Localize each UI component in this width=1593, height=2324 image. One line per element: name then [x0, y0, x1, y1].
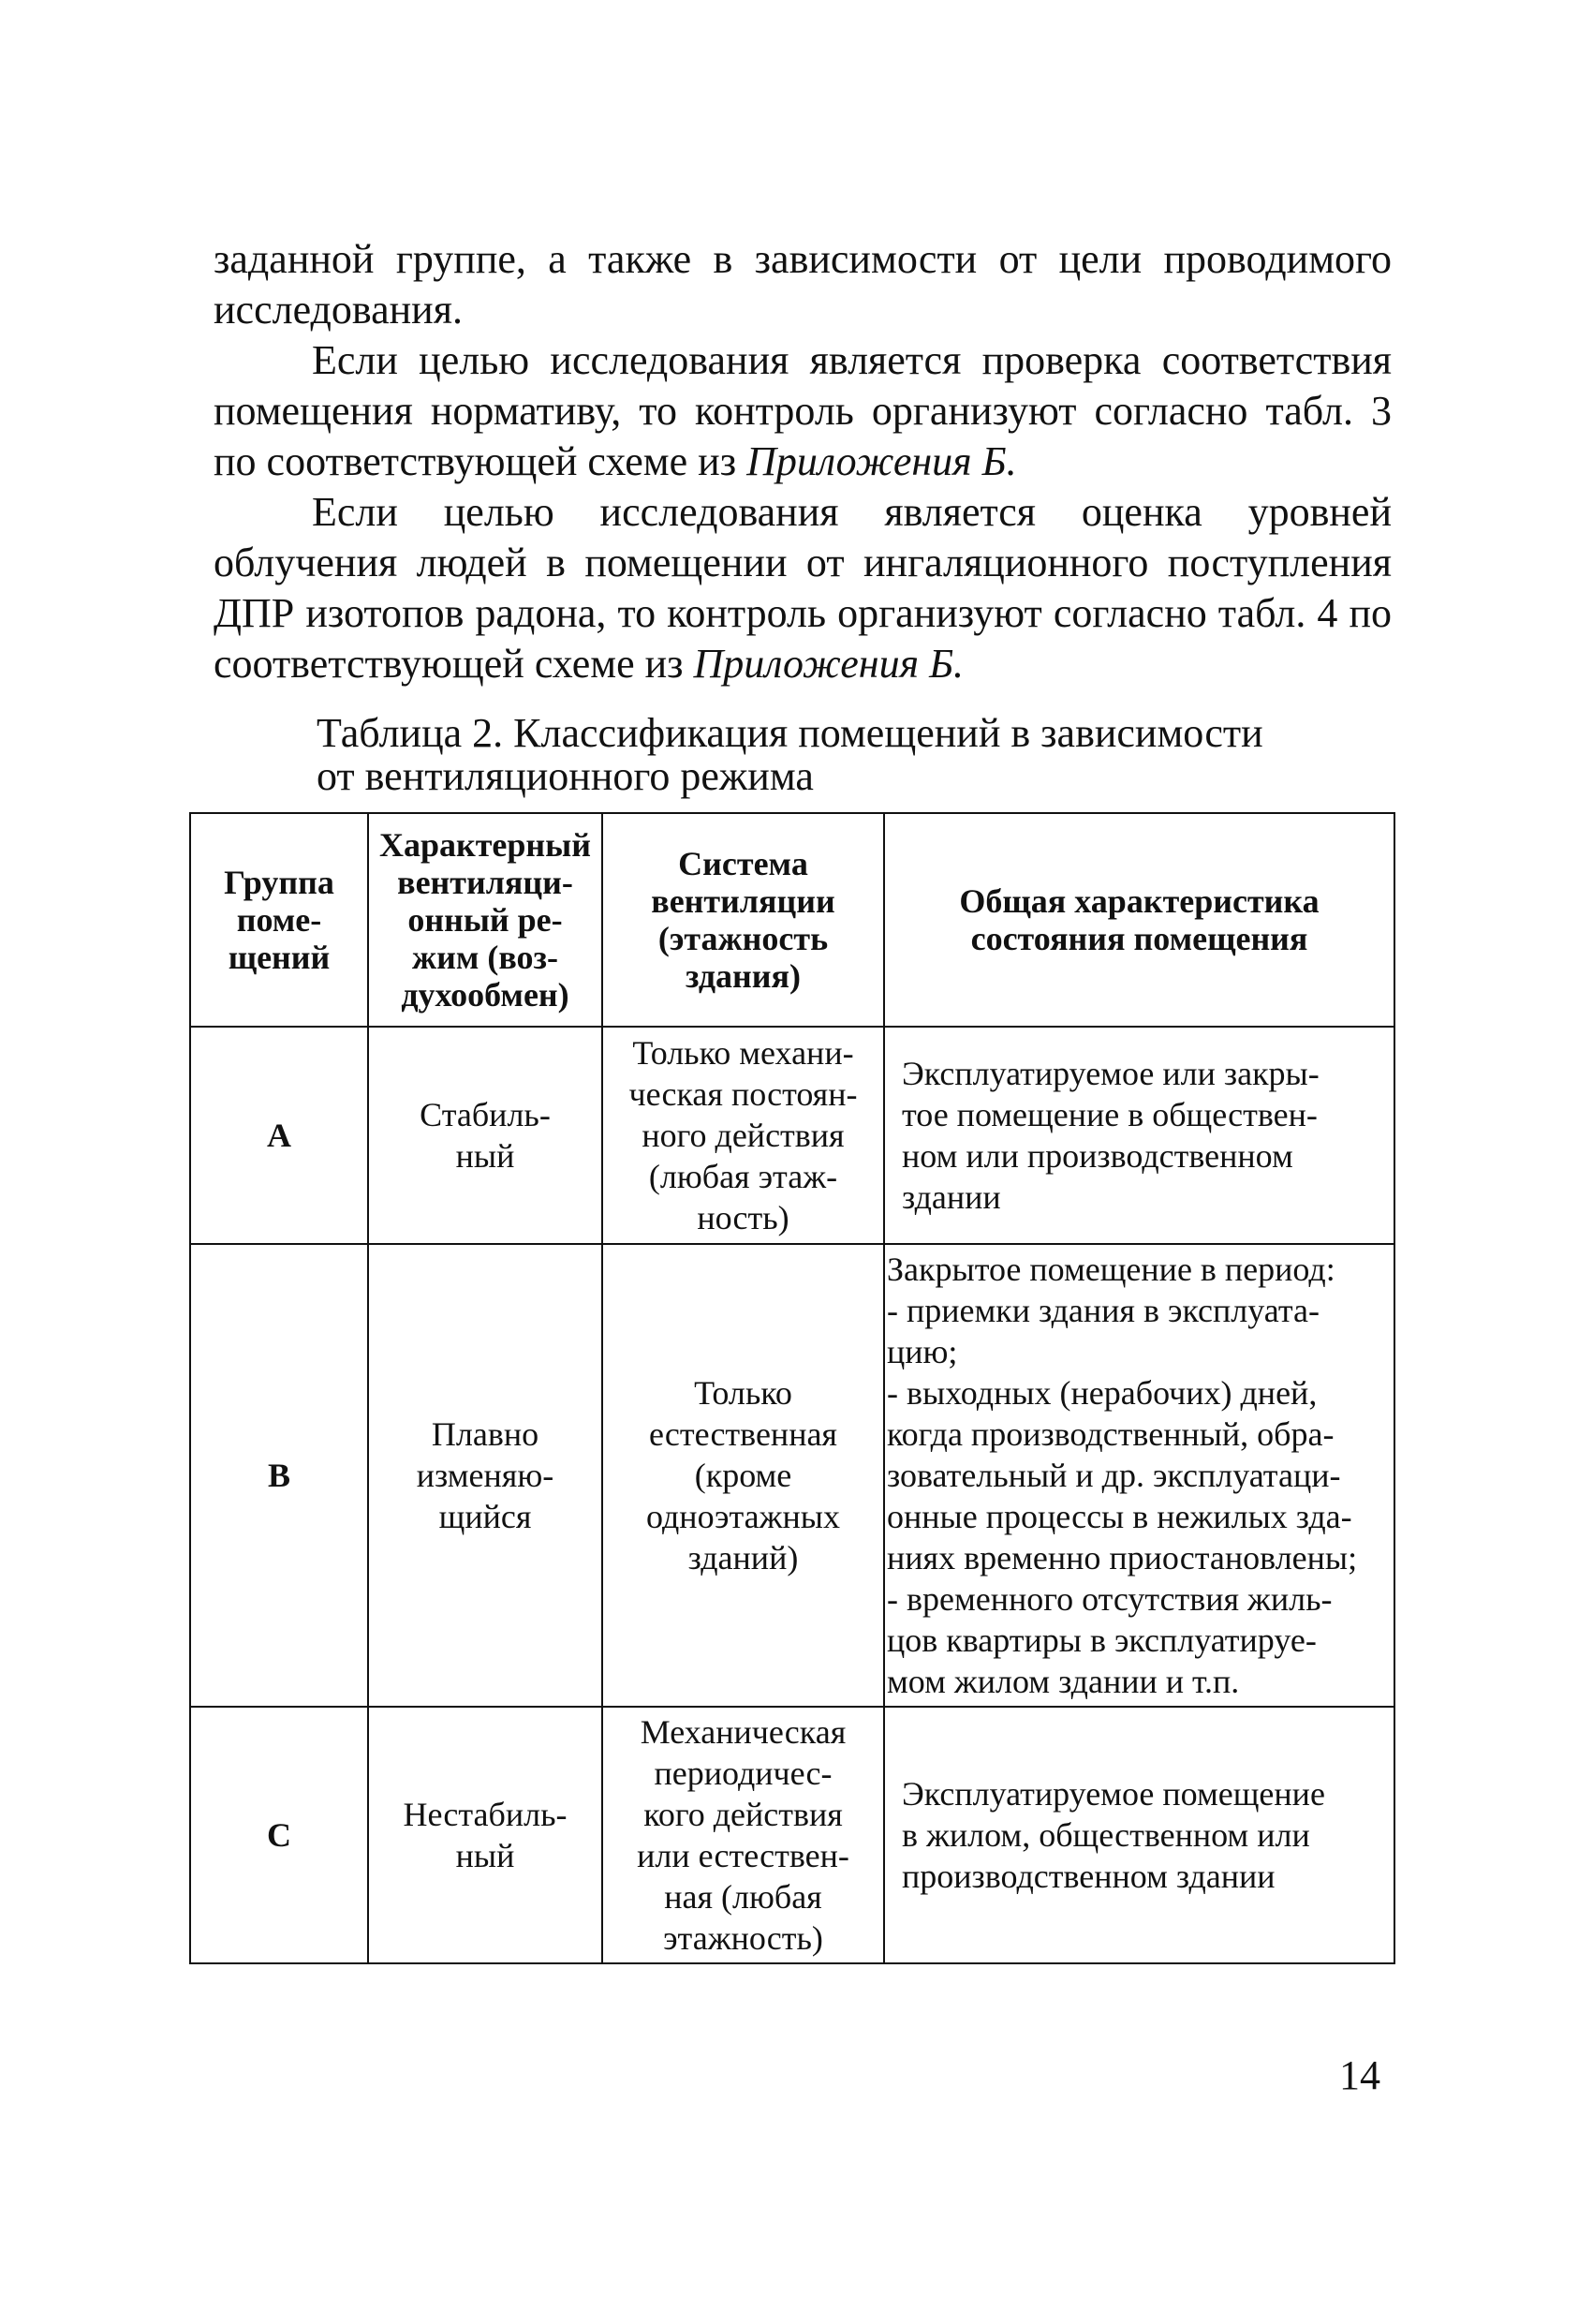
cell-line: в жилом, общественном или [902, 1816, 1310, 1854]
cell-system [602, 1027, 884, 1244]
cell-line: ный [455, 1137, 515, 1175]
appendix-reference: Приложения Б. [746, 438, 1017, 484]
cell-line: ная (любая [664, 1878, 822, 1916]
paragraph-1: заданной группе, а также в зависимости от цели проводимого исследования. [214, 236, 1392, 333]
cell-line: Общая характеристика [959, 882, 1320, 920]
header-system [602, 813, 884, 1027]
cell-system [602, 1244, 884, 1707]
cell-line: периодичес- [654, 1754, 833, 1792]
cell-description [884, 1244, 1394, 1707]
cell-line: - приемки здания в эксплуата- [887, 1292, 1320, 1329]
cell-line: вентиляции [651, 882, 835, 920]
classification-table [189, 812, 1395, 1964]
cell-line: Нестабиль- [403, 1796, 568, 1833]
table-row [190, 1707, 1394, 1963]
cell-line: онные процессы в нежилых зда- [887, 1498, 1352, 1535]
cell-group: В [190, 1244, 368, 1707]
header-group [190, 813, 368, 1027]
cell-line: ного действия [642, 1117, 845, 1154]
cell-line: Только [694, 1374, 792, 1412]
cell-line: тое помещение в обществен- [902, 1096, 1318, 1133]
cell-line: кого действия [643, 1796, 843, 1833]
table-row [190, 1027, 1394, 1244]
table-row [190, 1244, 1394, 1707]
cell-line: духообмен) [401, 976, 569, 1014]
cell-line: зовательный и др. эксплуатаци- [887, 1457, 1341, 1494]
cell-line: онный ре- [407, 901, 563, 939]
cell-line: ность) [697, 1199, 789, 1236]
cell-line: цов квартиры в эксплуатируе- [887, 1621, 1317, 1659]
cell-line: (кроме [694, 1457, 792, 1494]
cell-line: здания) [686, 957, 801, 995]
cell-line: мом жилом здании и т.п. [887, 1663, 1240, 1700]
cell-line: жим (воз- [411, 939, 558, 976]
cell-line: (этажность [657, 920, 829, 957]
cell-line: Характерный [378, 826, 592, 864]
cell-line: Закрытое помещение в период: [887, 1251, 1335, 1288]
appendix-reference: Приложения Б. [693, 641, 965, 687]
cell-line: цию; [887, 1333, 958, 1370]
cell-line: Эксплуатируемое или закры- [902, 1055, 1320, 1092]
header-description [884, 813, 1394, 1027]
cell-group: А [190, 1027, 368, 1244]
cell-mode [368, 1707, 602, 1963]
cell-mode [368, 1027, 602, 1244]
cell-line: щийся [438, 1498, 532, 1535]
paragraph-3: Если целью исследования является оценка уровней облучения людей в помещении от ингаляционного поступления ДПР изотопов радона, то контроль организуют согласно табл. 4 по соответствующей схеме из Приложения Б. [214, 489, 1392, 687]
cell-line: или естествен- [637, 1837, 849, 1874]
cell-line: ном или производственном [902, 1137, 1293, 1175]
page-number: 14 [1339, 2052, 1380, 2098]
cell-line: (любая этаж- [648, 1158, 838, 1195]
cell-line: когда производственный, обра- [887, 1415, 1335, 1453]
table-caption [317, 712, 1347, 798]
table-header-row [190, 813, 1394, 1027]
header-mode [368, 813, 602, 1027]
cell-line: Система [678, 845, 808, 882]
cell-line: - выходных (нерабочих) дней, [887, 1374, 1318, 1412]
body-text [214, 234, 1392, 689]
cell-line: Плавно [431, 1415, 539, 1453]
cell-line: состояния помещения [970, 920, 1308, 957]
paragraph-2: Если целью исследования является проверка соответствия помещения нормативу, то контроль организуют согласно табл. 3 по соответствующей схеме из Приложения Б. [214, 337, 1392, 484]
cell-line: вентиляци- [397, 864, 573, 901]
cell-line: поме- [236, 901, 322, 939]
cell-system [602, 1707, 884, 1963]
cell-line: здании [902, 1178, 1001, 1216]
cell-line: ниях временно приостановлены; [887, 1539, 1358, 1576]
cell-line: - временного отсутствия жиль- [887, 1580, 1333, 1618]
cell-description [884, 1707, 1394, 1963]
cell-line: щений [228, 939, 331, 976]
table-caption-line-2: от вентиляционного режима [317, 753, 814, 799]
cell-line: Группа [224, 864, 334, 901]
cell-group: С [190, 1707, 368, 1963]
cell-line: одноэтажных [646, 1498, 840, 1535]
cell-line: ческая постоян- [628, 1075, 858, 1113]
cell-line: Механическая [640, 1713, 847, 1751]
cell-description [884, 1027, 1394, 1244]
cell-line: изменяю- [416, 1457, 554, 1494]
cell-line: Только механи- [632, 1034, 854, 1072]
table-caption-line-1: Таблица 2. Классификация помещений в зависимости [317, 710, 1263, 756]
cell-line: этажность) [663, 1919, 823, 1957]
cell-line: Стабиль- [420, 1096, 551, 1133]
cell-line: Эксплуатируемое помещение [902, 1775, 1325, 1813]
cell-line: производственном здании [902, 1858, 1276, 1895]
cell-line: ный [455, 1837, 515, 1874]
cell-mode [368, 1244, 602, 1707]
cell-line: естественная [648, 1415, 837, 1453]
cell-line: зданий) [687, 1539, 799, 1576]
